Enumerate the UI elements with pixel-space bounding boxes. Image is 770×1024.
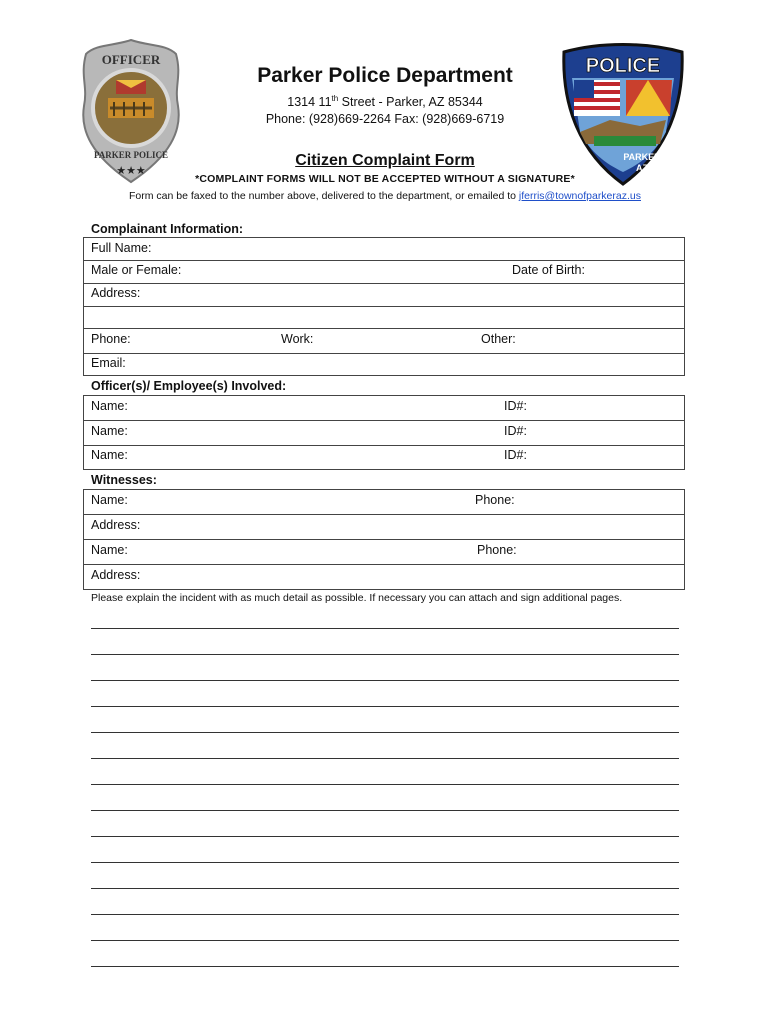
writing-line[interactable]: [91, 940, 679, 941]
patch-bottom-text-1: PARKER: [623, 152, 661, 162]
officer-id-field-1[interactable]: ID#:: [504, 399, 527, 413]
form-title: Citizen Complaint Form: [295, 152, 475, 169]
email-field[interactable]: Email:: [91, 356, 126, 370]
complainant-heading: Complainant Information:: [91, 222, 244, 236]
signature-warning: *COMPLAINT FORMS WILL NOT BE ACCEPTED WITHOUT A SIGNATURE*: [195, 173, 575, 185]
writing-line[interactable]: [91, 810, 679, 811]
writing-line[interactable]: [91, 628, 679, 629]
patch-bottom-text-2: AZ: [636, 163, 648, 173]
officer-name-field-3[interactable]: Name:: [91, 448, 128, 462]
full-name-field[interactable]: Full Name:: [91, 241, 152, 255]
writing-line[interactable]: [91, 732, 679, 733]
address-field[interactable]: Address:: [91, 286, 141, 300]
badge-top-text: OFFICER: [101, 52, 161, 67]
incident-instruction: Please explain the incident with as much detail as possible. If necessary you can attach and sign additional pages.: [91, 592, 623, 604]
writing-line[interactable]: [91, 914, 679, 915]
phone-field[interactable]: Phone:: [91, 332, 131, 346]
badge-bottom-text: PARKER POLICE: [93, 150, 169, 160]
officers-heading: Officer(s)/ Employee(s) Involved:: [91, 379, 287, 393]
email-link[interactable]: jferris@townofparkeraz.us: [518, 190, 641, 202]
writing-line[interactable]: [91, 680, 679, 681]
witness-address-field-2[interactable]: Address:: [91, 568, 141, 582]
witness-address-field-1[interactable]: Address:: [91, 518, 141, 532]
writing-line[interactable]: [91, 862, 679, 863]
officer-id-field-3[interactable]: ID#:: [504, 448, 527, 462]
officer-name-field-1[interactable]: Name:: [91, 399, 128, 413]
gender-field[interactable]: Male or Female:: [91, 263, 182, 277]
dob-field[interactable]: Date of Birth:: [512, 263, 585, 277]
department-name: Parker Police Department: [257, 64, 513, 87]
patch-top-text: POLICE: [585, 55, 661, 77]
writing-line[interactable]: [91, 888, 679, 889]
department-address: 1314 11th Street - Parker, AZ 85344: [287, 94, 483, 110]
witnesses-table: [83, 489, 685, 590]
writing-line[interactable]: [91, 758, 679, 759]
witness-phone-field-1[interactable]: Phone:: [475, 493, 515, 507]
officers-table: [83, 395, 685, 470]
writing-line[interactable]: [91, 836, 679, 837]
writing-line[interactable]: [91, 654, 679, 655]
officer-name-field-2[interactable]: Name:: [91, 424, 128, 438]
witness-name-field-2[interactable]: Name:: [91, 543, 128, 557]
writing-line[interactable]: [91, 966, 679, 967]
complainant-table: [83, 237, 685, 376]
department-phone-fax: Phone: (928)669-2264 Fax: (928)669-6719: [265, 112, 505, 126]
writing-line[interactable]: [91, 784, 679, 785]
other-phone-field[interactable]: Other:: [481, 332, 516, 346]
witness-name-field-1[interactable]: Name:: [91, 493, 128, 507]
writing-line[interactable]: [91, 706, 679, 707]
witnesses-heading: Witnesses:: [91, 473, 157, 487]
witness-phone-field-2[interactable]: Phone:: [477, 543, 517, 557]
work-phone-field[interactable]: Work:: [281, 332, 314, 346]
svg-text:★★★: ★★★: [116, 164, 146, 177]
officer-id-field-2[interactable]: ID#:: [504, 424, 527, 438]
submission-note: Form can be faxed to the number above, delivered to the department, or emailed to jferris@townofparkeraz.us: [128, 190, 641, 202]
